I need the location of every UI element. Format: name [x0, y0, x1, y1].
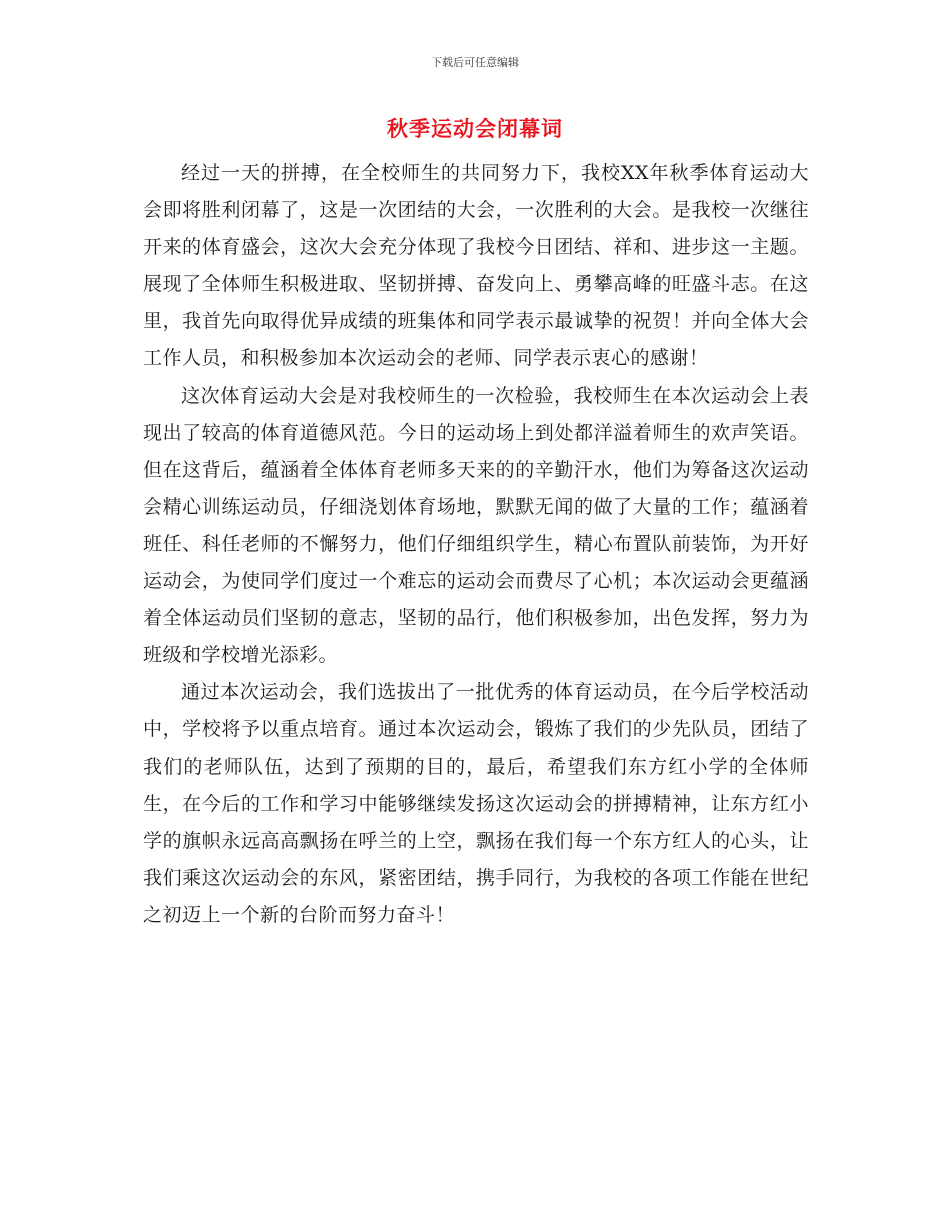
document-title: 秋季运动会闭幕词	[387, 117, 563, 141]
paragraph-3: 通过本次运动会，我们选拔出了一批优秀的体育运动员，在今后学校活动中，学校将予以重点培育。通过本次运动会，锻炼了我们的少先队员，团结了我们的老师队伍，达到了预期的目的，最后，希望我们东方红小学的全体师生，在今后的工作和学习中能够继续发扬这次运动会的拼搏精神，让东方红小学的旗帜永远高高飘扬在呼兰的上空，飘扬在我们每一个东方红人的心头，让我们乘这次运动会的东风，紧密团结，携手同行，为我校的各项工作能在世纪之初迈上一个新的台阶而努力奋斗！	[143, 681, 809, 926]
paragraph-1: 经过一天的拼搏，在全校师生的共同努力下，我校XX年秋季体育运动大会即将胜利闭幕了，这是一次团结的大会，一次胜利的大会。是我校一次继往开来的体育盛会，这次大会充分体现了我校今日团结、祥和、进步这一主题。展现了全体师生积极进取、坚韧拼搏、奋发向上、勇攀高峰的旺盛斗志。在这里，我首先向取得优异成绩的班集体和同学表示最诚挚的祝贺！并向全体大会工作人员，和积极参加本次运动会的老师、同学表示衷心的感谢！	[143, 162, 809, 370]
header-note: 下载后可任意编辑	[431, 56, 519, 69]
paragraph-2: 这次体育运动大会是对我校师生的一次检验，我校师生在本次运动会上表现出了较高的体育道德风范。今日的运动场上到处都洋溢着师生的欢声笑语。但在这背后，蕴涵着全体体育老师多天来的的辛勤汗水，他们为筹备这次运动会精心训练运动员，仔细浇划体育场地，默默无闻的做了大量的工作；蕴涵着班任、科任老师的不懈努力，他们仔细组织学生，精心布置队前装饰，为开好运动会，为使同学们度过一个难忘的运动会而费尽了心机；本次运动会更蕴涵着全体运动员们坚韧的意志，坚韧的品行，他们积极参加，出色发挥，努力为班级和学校增光添彩。	[143, 384, 809, 667]
document-body	[143, 155, 809, 934]
